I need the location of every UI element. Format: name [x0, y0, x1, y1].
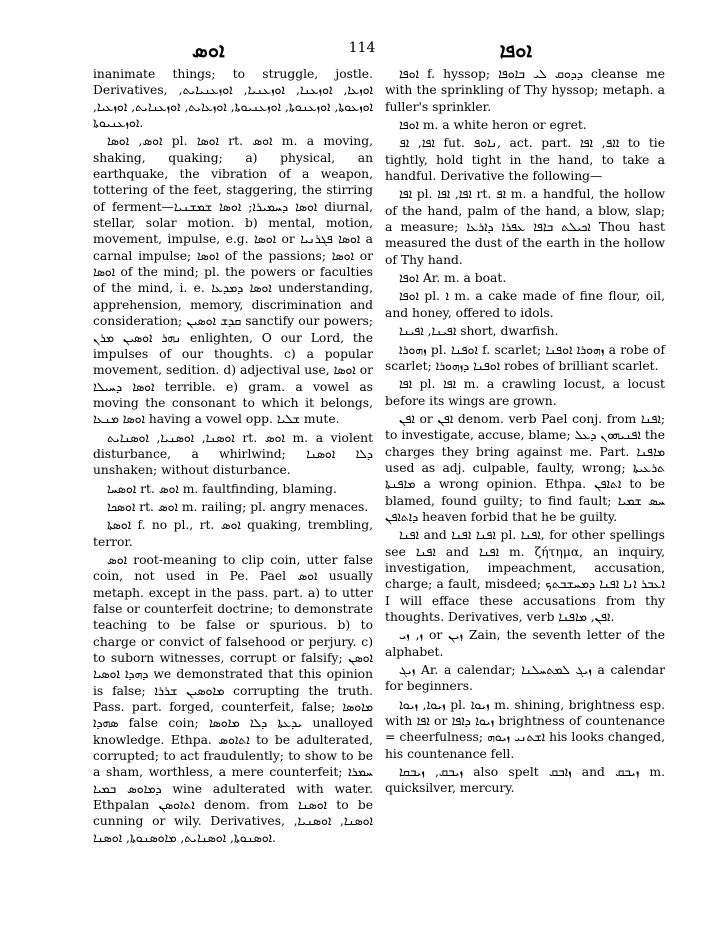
right-running-headword: ܐܘܦܐ — [499, 38, 532, 62]
dictionary-entry: ܙܗܘܪܐ pl. ܐܘܦܢܐ f. scarlet; ܙܗܘܪܐ ܐܘܦܢܐ a robe of scarlet; ܐܘܦܢܐ ܕܙܗܘܪܐ robes of brilliant scarlet. — [385, 342, 666, 373]
dictionary-entry: ܐܘܣܬܐ f. no pl., rt. ܐܘܣ quaking, trembling, terror. — [93, 518, 373, 549]
page-number: 114 — [348, 40, 376, 56]
dictionary-entry: ܐܘܦܐ Ar. m. a boat. — [399, 271, 507, 286]
dictionary-entry: ܐܘܣܟܐ rt. ܐܘܣ m. railing; pl. angry menaces. — [107, 499, 369, 514]
dictionary-entry: ܐܦܐ, ܐܦ fut. ܢܐܘܦ, act. part. ܐܐܦ, ܐܦܐ to tie tightly, hold tight in the hand, to take a handful. Derivative the following— — [385, 136, 665, 184]
left-column — [93, 66, 373, 848]
dictionary-entry: ܐܘܣܚܐ rt. ܐܘܣ m. faultfinding, blaming. — [107, 481, 337, 496]
dictionary-entry: ܐܦܢ or ܐܦܢ denom. verb Pael conj. from ܐܦܢܐ; to investigate, accuse, blame; ܐܦܢܝܗܘܢ ܕܥܠ the charges they bring against me. Part. ܡܐܦܢܐ used as adj. culpable, faulty, wrong; ܬܪܥܝܬܐ ܡܐܦܢܬܐ a wrong opinion. Ethpa. ܐܬܐܦܢ to be blamed, found guilty; to find fault; ܚܣ ܫܡܝܐ ܕܐܬܐܦܢ heaven forbid that he be guilty. — [385, 411, 665, 524]
left-running-headword: ܐܘܣ — [192, 38, 225, 62]
dictionary-entry: inanimate things; to struggle, jostle. Derivatives, ܐܘܙܥܐ, ܐܘܙܥܢܐ, ܐܘܙܥܢܝܐ, ܐܘܙܥܢܝܐܝܬ, ܐܘܙܥܘܬܐ, ܐܘܙܥܢܘܬܐ, ܐܘܙܥܢܝܘܬܐ, ܐܘܙܥܐܝܬ, ܐܘܙܥܢܐܝܬ, ܐܘܙܥܝܐ, ܐܘܙܥܢܝܘܬܐ. — [93, 67, 374, 131]
dictionary-entry: ܐܘܣ root-meaning to clip coin, utter false coin, not used in Pe. Pael ܐܘܣ usually metaph. except in the pass. part. a) to utter false or counterfeit doctrine; to demonstrate teaching to be false or spurious. b) to charge or convict of falsehood or perjury. c) to suborn witnesses, corrupt or falsify; ܐܘܣܢ ܕܗܕܐ ܐܘܣܝܐ we demonstrated that this opinion is false; ܡܐܘܣܝܢ ܫܪܪܐ corrupting the truth. Pass. part. forged, counterfeit, false; ܡܐܘܣܐ ܣܗܕܐ false coin; ܝܕܥܬܐ ܕܠܐ ܡܐܘܣܐ unalloyed knowledge. Ethpa. ܐܬܐܘܣ to be adulterated, corrupted; to act fraudulently; to show to be a sham, worthless, a mere counterfeit; ܚܡܪܐ ܕܡܐܘܣ ܒܡܝܐ wine adulterated with water. Ethpalan ܐܬܐܘܣܢ denom. from ܐܘܣܢܐ to be cunning or wily. Derivatives, ܐܘܣܢܐ, ܐܘܣܢܝܐ, ܐܘܣܢܘܬܐ, ܐܘܣܢܐܝܬ, ܡܐܘܣܢܘܬܐ, ܐܘܣܢܐ. — [93, 552, 374, 845]
dictionary-entry: ܙܝܓ Ar. a calendar; ܙܝܓ ܠܡܬܚܠܢܐ a calendar for beginners. — [385, 663, 665, 694]
dictionary-entry: ܙ, ܙܝ or ܙܝܢ Zain, the seventh letter of the alphabet. — [385, 628, 666, 659]
dictionary-entry: ܐܦܐ pl. ܐܦܐ, ܐܦܐ rt. ܐܦ m. a handful, the hollow of the hand, palm of the hand, a blow, slap; a measure; ܐܟܝܠܬ ܒܐܦܐ ܥܦܪܐ ܕܐܪܥܐ Thou hast measured the dust of the earth in the hollow of Thy hand. — [385, 187, 666, 267]
dictionary-entry: ܐܘܣܢܐ, ܐܘܣܢܝܐ, ܐܘܣܢܐܝܬ rt. ܐܘܣ m. a violent disturbance, a whirlwind; ܕܠܐ ܐܘܣܢܐ unshaken; without disturbance. — [93, 430, 374, 478]
dictionary-entry: ܐܦܝܢܐ, ܐܦܝܢܐ short, dwarfish. — [399, 324, 559, 339]
page-header — [82, 38, 642, 62]
dictionary-entry: ܐܘܦܐ pl. ܐ m. a cake made of fine flour, oil, and honey, offered to idols. — [385, 289, 665, 320]
dictionary-entry: ܐܘܣ, ܐܘܣܐ pl. ܐܘܣܐ rt. ܐܘܣ m. a moving, shaking, quaking; a) physical, an earthquake, the vibration of a weapon, tottering of the feet, staggering, the stirring of ferment—ܐܘܣܐ ܕܚܡܝܪܐ; ܐܘܣܐ ܫܡܫܢܝܐ diurnal, stellar, solar motion. b) mental, motion, movement, impulse, e.g. ܐܘܣܐ or ܐܘܣܐ ܦܓܪܢܝܐ a carnal impulse; ܐܘܣܐ of the passions; ܐܘܣܐ or ܐܘܣܐ of the mind; pl. the powers or faculties of the mind, i. e. ܐܘܣܐ ܕܡܕܥܐ understanding, apprehension, memory, discrimination and consideration; ܩܕܫ ܐܘܣܝܢ sanctify our powers; ܢܗܪ ܐܘܣܝܢ ܡܪܢ enlighten, O our Lord, the impulses of our thoughts. c) a popular movement, sedition. d) adjectival use, ܐܘܣܐ or ܐܘܣܐ ܕܚܝܠܐ terrible. e) gram. a vowel as moving the consonant to which it belongs, ܐܘܣܐ ܡܢܥܐ having a vowel opp. ܫܠܝܐ mute. — [93, 134, 374, 427]
dictionary-entry: ܐܦܐ pl. ܐܦܐ m. a crawling locust, a locust before its wings are grown. — [385, 377, 665, 408]
dictionary-entry: ܙܝܘܐ, ܙܝܘܐ pl. ܙܝܘܐ m. shining, brightness esp. with ܐܦܐ or ܙܝܘܐ ܕܐܦܐ brightness of countenance = cheerfulness; ܐܫܬܢܝ ܙܝܘܗ his looks changed, his countenance fell. — [385, 697, 665, 761]
dictionary-entry: ܐܘܦܐ f. hyssop; ܕܕܘܩ ܠܝ ܒܐܘܦܐ cleanse me with the sprinkling of Thy hyssop; metaph. a fuller's sprinkler. — [385, 67, 665, 114]
dictionary-entry: ܐܦܢܐ and ܐܦܢܐ ܐܦܢܐ pl. ܐܦܢܐ, for other spellings see ܐܦܢܐ and ܐܦܢܐ m. ζήτημα, an inquiry, investigation, impeachment, accusation, charge; a fault, misdeed; ܐܥܒܪ ܐܢܐ ܐܦܢܐ ܕܡܚܫܒܬܟ I will efface these accusations from thy thoughts. Derivatives, verb ܐܦܢ, ܡܐܦܢܐ. — [385, 528, 665, 624]
dictionary-entry: ܐܘܦܐ m. a white heron or egret. — [399, 118, 587, 133]
right-column — [385, 66, 665, 799]
dictionary-entry: ܙܝܒܩ, ܙܝܒܩܐ also spelt ܙܐܒܩ and ܙܝܒܩ m. quicksilver, mercury. — [385, 765, 666, 796]
